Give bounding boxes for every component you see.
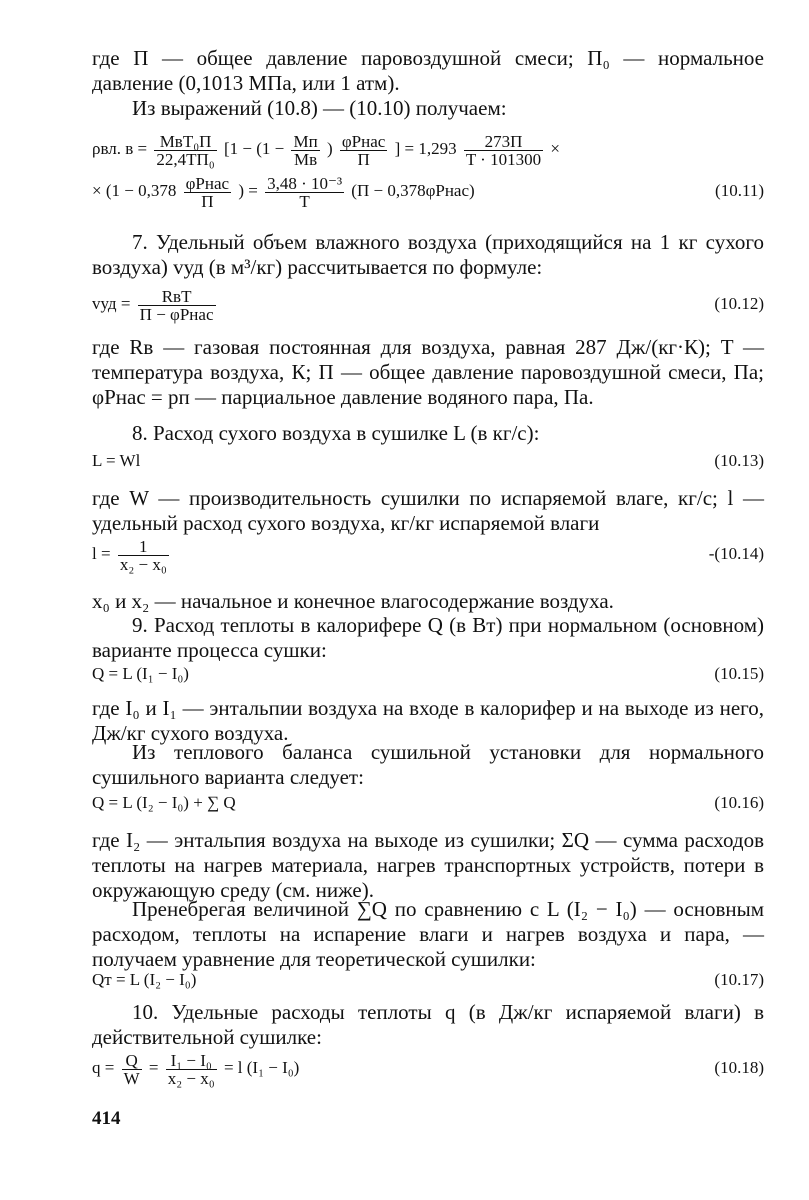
fraction: $\frac{\text{3,48 · 10⁻³}}{T}$ (267, 173, 343, 211)
equation-number: (10.17) (714, 970, 764, 989)
fraction: $\frac{1}{\text{x₂ − x₀}}$ (119, 536, 167, 574)
paragraph-outlet-enthalpy: где I₂ — энтальпия воздуха на выходе из сушилки; ΣQ — сумма расходов теплоты на нагрев материала, нагрев транспортных устройств, потери в окружающую среду (см. ниже). (92, 828, 764, 902)
paragraph-pressure-definitions: где П — общее давление паровоздушной смеси; П₀ — нормальное давление (0,1013 МПа, или 1 атм). (92, 46, 764, 95)
paragraph-heat-balance: Из теплового баланса сушильной установки для нормального сушильного варианта следует: (92, 740, 764, 789)
equation-number: (10.16) (714, 793, 764, 812)
fraction: $\frac{\text{φPнас}}{П}$ (185, 173, 230, 211)
fraction: $\frac{\text{RвT}}{\text{П − φPнас}}$ (139, 286, 214, 324)
paragraph-dry-air-flow: 8. Расход сухого воздуха в сушилке L (в кг/с): (132, 421, 540, 445)
formula-10-11-line-1: ρвл. в = $\frac{\text{MвT₀П}}{\text{22,4TП₀}}$ [1 − (1 − $\frac{Mп}{Mв}$ ) $\frac{\text{φPнас}}{П}$ ] = 1,293 $\frac{273П}{T \cdot 101300}$ × (92, 131, 560, 169)
formula-10-14: l = $\frac{1}{\text{x₂ − x₀}}$ -(10.14) (92, 534, 764, 574)
equation-number: (10.11) (715, 181, 764, 200)
paragraph-dryer-capacity: где W — производительность сушилки по испаряемой влаге, кг/с; l — удельный расход сухого воздуха, кг/кг испаряемой влаги (92, 486, 764, 535)
paragraph-theoretical-dryer: Пренебрегая величиной ∑Q по сравнению с L (I₂ − I₀) — основным расходом, теплоты на испарение влаги и нагрев воздуха и пара, — получаем уравнение для теоретической сушилки: (92, 897, 764, 971)
fraction: $\frac{\text{MвT₀П}}{\text{22,4TП₀}}$ (156, 131, 215, 169)
equation-number: (10.18) (714, 1058, 764, 1077)
formula-10-18: q = $\frac{Q}{W}$ = $\frac{\text{I₁ − I₀}}{\text{x₂ − x₀}}$ = l (I₁ − I₀) (10.18) (92, 1048, 764, 1088)
paragraph-gas-constant: где Rв — газовая постоянная для воздуха, равная 287 Дж/(кг·К); T — температура воздуха, К; П — общее давление паровоздушной смеси, Па; φPнас = pп — парциальное давление водяного пара, Па. (92, 335, 764, 409)
equation-number: (10.13) (714, 451, 764, 470)
fraction: $\frac{273П}{T \cdot 101300}$ (465, 131, 542, 169)
formula-10-17: Qт = L (I₂ − I₀) (10.17) (92, 960, 764, 1000)
formula-10-16: Q = L (I₂ − I₀) + ∑ Q (10.16) (92, 783, 764, 823)
paragraph-specific-heat: 10. Удельные расходы теплоты q (в Дж/кг испаряемой влаги) в действительной сушилке: (92, 1000, 764, 1049)
fraction: $\frac{\text{I₁ − I₀}}{\text{x₂ − x₀}}$ (167, 1050, 215, 1088)
formula-10-11-line-2: × (1 − 0,378 $\frac{\text{φPнас}}{П}$ ) = $\frac{\text{3,48 · 10⁻³}}{T}$ (П − 0,378φPнас) (10.11) (92, 171, 764, 211)
fraction: $\frac{Q}{W}$ (123, 1050, 140, 1088)
paragraph-from-expressions: Из выражений (10.8) — (10.10) получаем: (132, 96, 507, 120)
equation-number: (10.15) (714, 664, 764, 683)
fraction: $\frac{\text{φPнас}}{П}$ (341, 131, 386, 169)
equation-number: (10.12) (714, 294, 764, 313)
fraction: $\frac{Mп}{Mв}$ (293, 131, 318, 169)
formula-10-12: vуд = $\frac{\text{RвT}}{\text{П − φPнас}}$ (10.12) (92, 284, 764, 324)
paragraph-enthalpy: где I₀ и I₁ — энтальпии воздуха на входе в калорифер и на выходе из него, Дж/кг сухого воздуха. (92, 696, 764, 745)
paragraph-heat-consumption: 9. Расход теплоты в калорифере Q (в Вт) при нормальном (основном) варианте процесса сушки: (92, 613, 764, 662)
formula-10-13: L = Wl (10.13) (92, 441, 764, 481)
paragraph-specific-volume: 7. Удельный объем влажного воздуха (приходящийся на 1 кг сухого воздуха) vуд (в м³/кг) рассчитывается по формуле: (92, 230, 764, 279)
formula-10-15: Q = L (I₁ − I₀) (10.15) (92, 654, 764, 694)
equation-number: -(10.14) (708, 544, 764, 563)
formula-lhs: ρвл. в = (92, 139, 148, 158)
page-number: 414 (92, 1108, 121, 1129)
paragraph-moisture-content: x₀ и x₂ — начальное и конечное влагосодержание воздуха. (92, 589, 614, 613)
